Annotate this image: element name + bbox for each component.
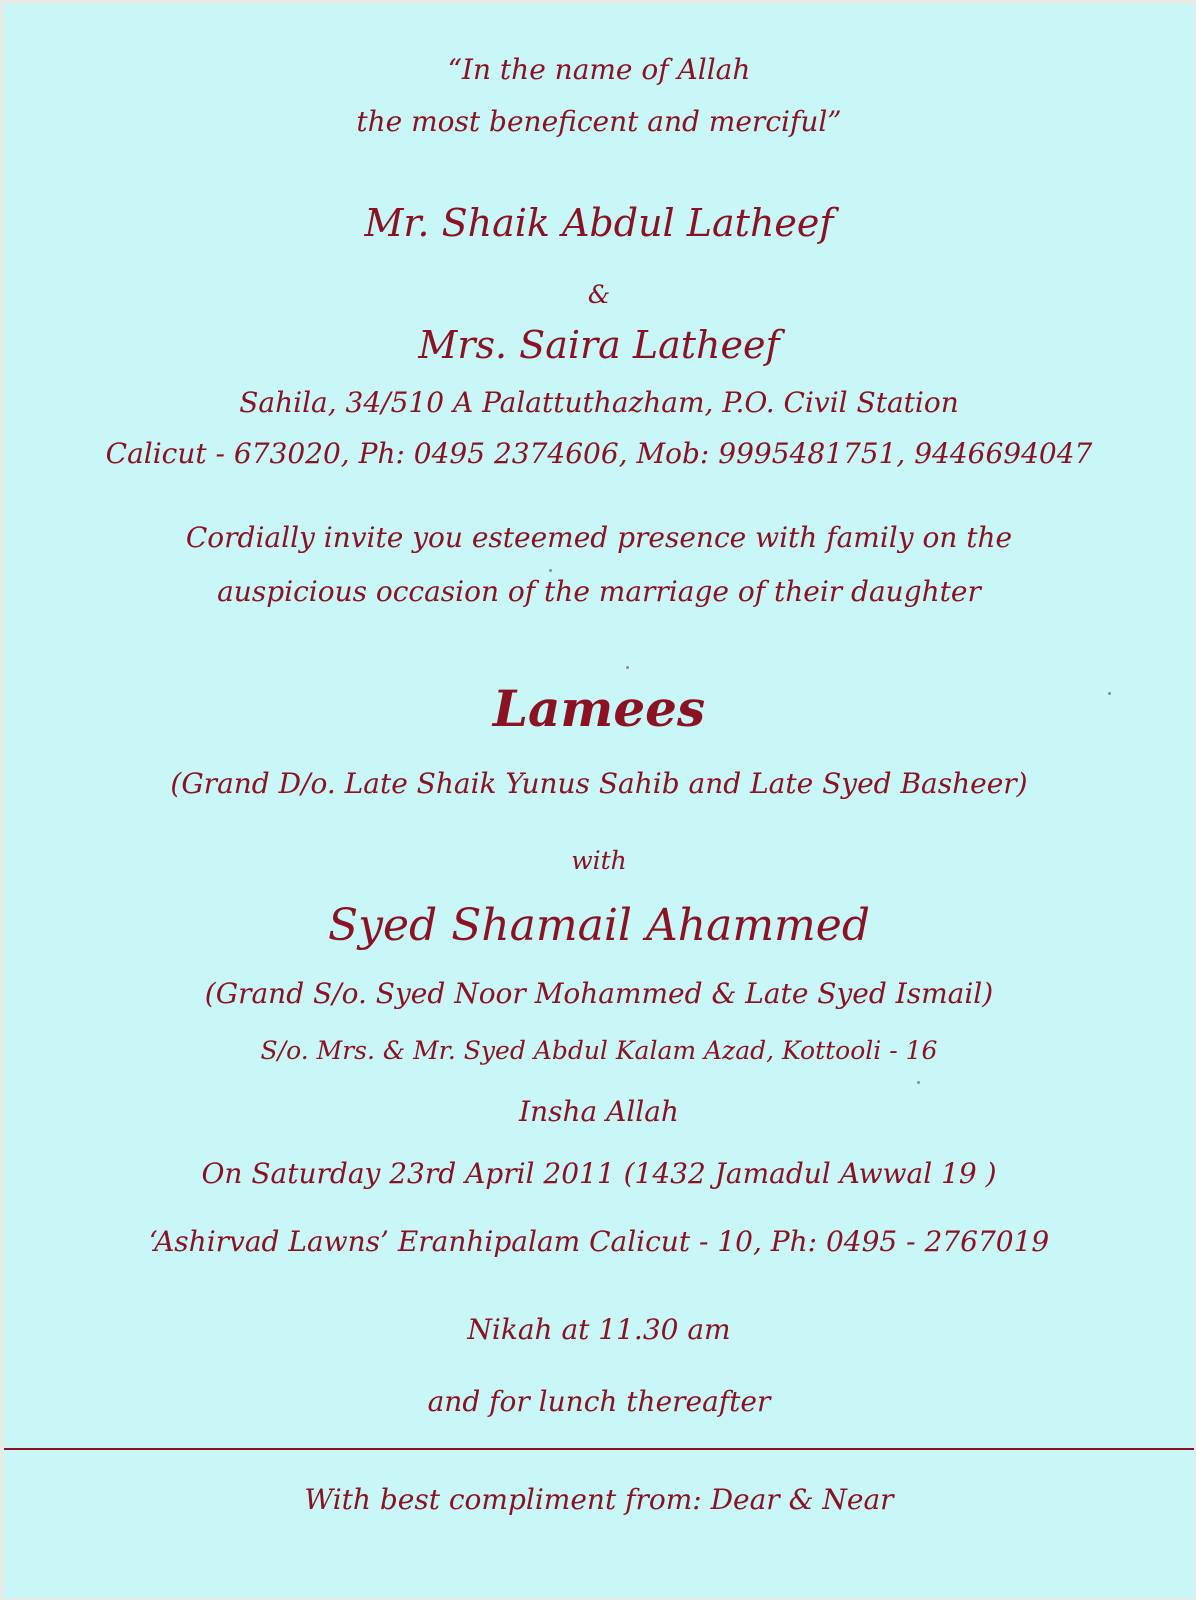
invite-line-2: auspicious occasion of the marriage of their daughter bbox=[217, 575, 981, 608]
host-address-line-2: Calicut - 673020, Ph: 0495 2374606, Mob: 9995481751, 9446694047 bbox=[105, 437, 1093, 470]
bride-lineage: (Grand D/o. Late Shaik Yunus Sahib and Late Syed Basheer) bbox=[170, 767, 1028, 800]
host-father-name: Mr. Shaik Abdul Latheef bbox=[364, 201, 834, 245]
invitation-card bbox=[4, 4, 1194, 1598]
date-line: On Saturday 23rd April 2011 (1432 Jamadul Awwal 19 ) bbox=[201, 1157, 997, 1190]
host-address-line-1: Sahila, 34/510 A Palattuthazham, P.O. Civil Station bbox=[239, 386, 959, 419]
bismillah-line-1: “In the name of Allah bbox=[447, 53, 751, 86]
compliments-line: With best compliment from: Dear & Near bbox=[304, 1483, 894, 1516]
lunch-line: and for lunch thereafter bbox=[427, 1385, 771, 1418]
print-speck bbox=[549, 569, 552, 572]
groom-lineage: (Grand S/o. Syed Noor Mohammed & Late Syed Ismail) bbox=[204, 977, 994, 1010]
bride-name: Lamees bbox=[492, 679, 706, 738]
host-ampersand: & bbox=[587, 280, 611, 309]
divider-rule bbox=[4, 1448, 1194, 1450]
nikah-time: Nikah at 11.30 am bbox=[467, 1313, 731, 1346]
print-speck bbox=[917, 1081, 920, 1084]
insha-allah: Insha Allah bbox=[519, 1095, 679, 1128]
groom-parents: S/o. Mrs. & Mr. Syed Abdul Kalam Azad, Kottooli - 16 bbox=[260, 1036, 938, 1065]
with-text: with bbox=[571, 846, 627, 875]
host-mother-name: Mrs. Saira Latheef bbox=[418, 323, 780, 367]
groom-name: Syed Shamail Ahammed bbox=[328, 900, 870, 951]
invite-line-1: Cordially invite you esteemed presence with family on the bbox=[185, 521, 1013, 554]
venue-line: ‘Ashirvad Lawns’ Eranhipalam Calicut - 10, Ph: 0495 - 2767019 bbox=[148, 1225, 1050, 1258]
bismillah-line-2: the most beneficent and merciful” bbox=[356, 105, 842, 138]
print-speck bbox=[626, 666, 629, 669]
print-speck bbox=[1108, 692, 1111, 695]
